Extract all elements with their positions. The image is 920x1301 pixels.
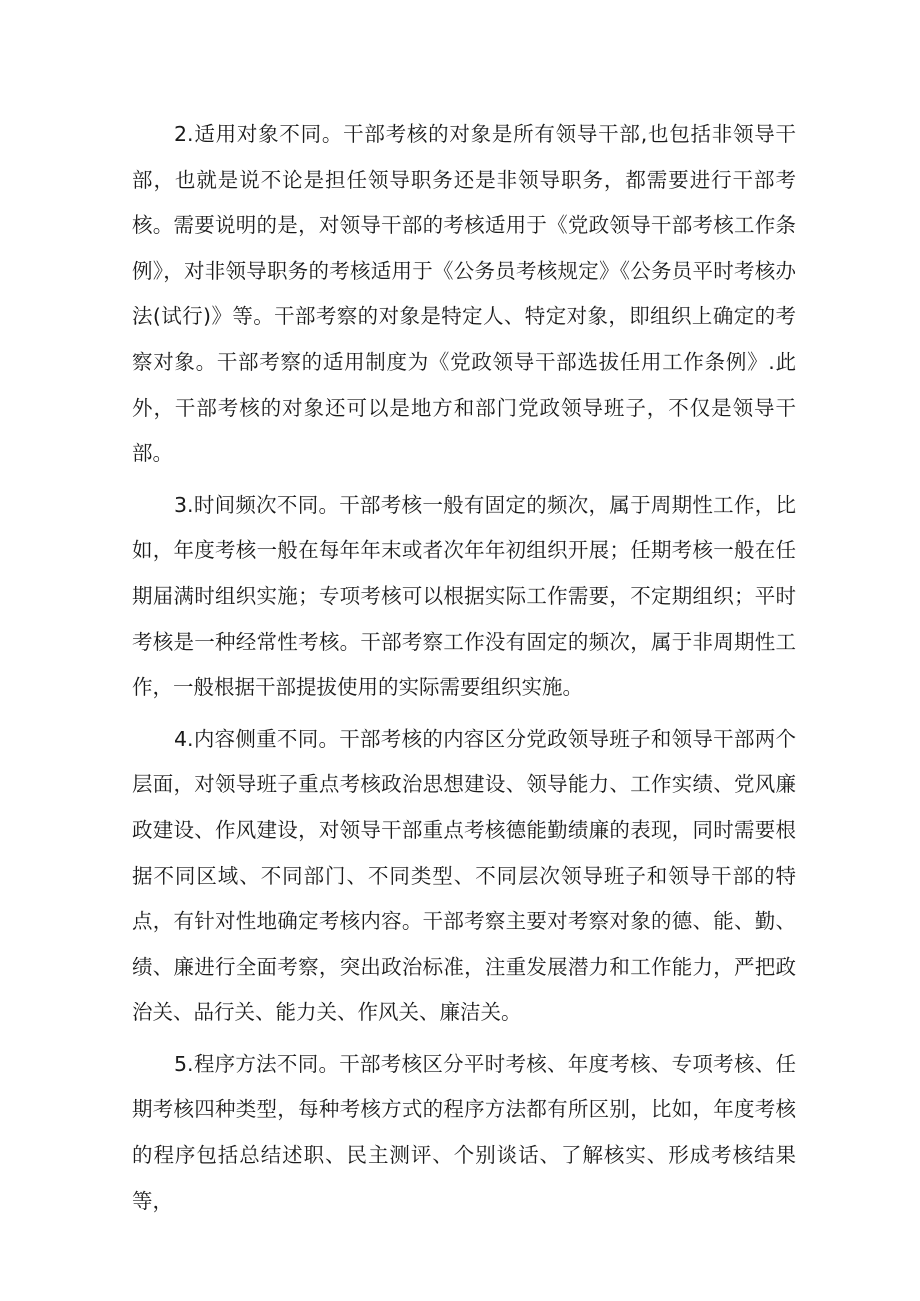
paragraph-text: .时间频次不同。干部考核一般有固定的频次，属于周期性工作，比如，年度考核一般在每年年末或者次年年初组织开展；任期考核一般在任期届满时组织实施；专项考核可以根据实际工作需要，不定期组织；平时考核是一种经常性考核。干部考察工作没有固定的频次，属于非周期性工作，一般根据干部提拔使用的实际需要组织实施。: [132, 492, 796, 700]
paragraph-4: [132, 717, 796, 1036]
paragraph-number: 2: [174, 122, 188, 146]
paragraph-text: .内容侧重不同。干部考核的内容区分党政领导班子和领导干部两个层面，对领导班子重点考核政治思想建设、领导能力、工作实绩、党风廉政建设、作风建设，对领导干部重点考核德能勤绩廉的表现，同时需要根据不同区域、不同部门、不同类型、不同层次领导班子和领导干部的特点，有针对性地确定考核内容。干部考察主要对考察对象的德、能、勤、绩、廉进行全面考察，突出政治标准，注重发展潜力和工作能力，严把政治关、品行关、能力关、作风关、廉洁关。: [132, 726, 796, 1025]
paragraph-number: 4: [174, 726, 188, 751]
paragraph-text: .适用对象不同。干部考核的对象是所有领导干部,也包括非领导干部，也就是说不论是担任领导职务还是非领导职务，都需要进行干部考核。需要说明的是，对领导干部的考核适用于《党政领导干部考核工作条例》，对非领导职务的考核适用于《公务员考核规定》《公务员平时考核办法(试行)》等。干部考察的对象是特定人、特定对象，即组织上确定的考察对象。干部考察的适用制度为《党政领导干部选拔任用工作条例》.此外，干部考核的对象还可以是地方和部门党政领导班子，不仅是领导干部。: [132, 122, 796, 466]
paragraph-3: [132, 483, 796, 711]
document-body: [132, 112, 796, 1230]
paragraph-5: [132, 1042, 796, 1224]
paragraph-number: 3: [174, 492, 188, 517]
paragraph-text: .程序方法不同。干部考核区分平时考核、年度考核、专项考核、任期考核四种类型，每种考核方式的程序方法都有所区别，比如，年度考核的程序包括总结述职、民主测评、个别谈话、了解核实、形成考核结果等，: [132, 1051, 796, 1213]
paragraph-number: 5: [174, 1051, 188, 1076]
paragraph-2: [132, 112, 796, 477]
